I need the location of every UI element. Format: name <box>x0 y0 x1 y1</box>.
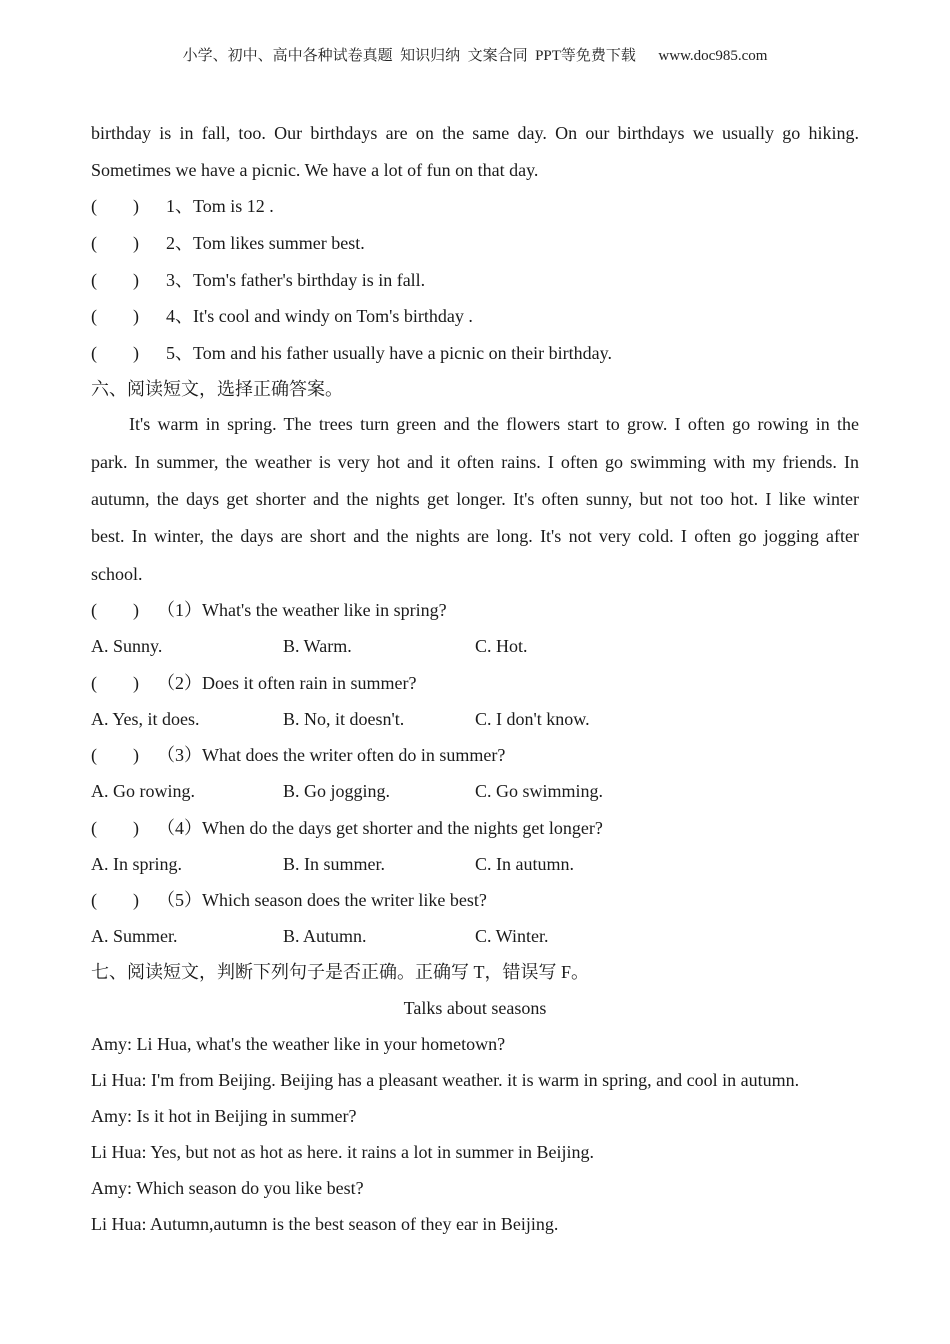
option-b[interactable]: B. Go jogging. <box>283 781 391 801</box>
passage-line: school. <box>91 564 143 584</box>
passage-line: best. In winter, the days are short and the nights are long. It's not very cold. I often go jogging after <box>91 526 859 546</box>
option-c[interactable]: C. Go swimming. <box>475 781 604 801</box>
dialogue-line: Li Hua: I'm from Beijing. Beijing has a pleasant weather. it is warm in spring, and cool in autumn. <box>91 1070 800 1090</box>
tf-item-4: ( ) 4、It's cool and windy on Tom's birthday . <box>91 306 473 326</box>
answer-blank[interactable]: ( ) <box>91 745 139 765</box>
option-a[interactable]: A. In spring. <box>91 854 182 874</box>
answer-blank[interactable]: ( ) <box>91 343 139 363</box>
passage-line: It's warm in spring. The trees turn green and the flowers start to grow. I often go rowing in the <box>129 414 859 434</box>
dialogue-title: Talks about seasons <box>403 998 547 1018</box>
question-3: ( ) （3）What does the writer often do in summer? <box>91 745 506 765</box>
section-6-heading: 六、阅读短文，选择正确答案。 <box>91 379 343 399</box>
question-5: ( ) （5）Which season does the writer like best? <box>91 890 487 910</box>
option-c[interactable]: C. In autumn. <box>475 854 574 874</box>
option-a[interactable]: A. Yes, it does. <box>91 709 200 729</box>
tf-item-2: ( ) 2、Tom likes summer best. <box>91 233 365 253</box>
option-b[interactable]: B. Warm. <box>283 636 352 656</box>
answer-blank[interactable]: ( ) <box>91 306 139 326</box>
answer-blank[interactable]: ( ) <box>91 673 139 693</box>
passage-line: park. In summer, the weather is very hot and it often rains. I often go swimming with my friends. In <box>91 452 859 472</box>
answer-blank[interactable]: ( ) <box>91 600 139 620</box>
answer-blank[interactable]: ( ) <box>91 196 139 216</box>
option-b[interactable]: B. In summer. <box>283 854 385 874</box>
option-a[interactable]: A. Summer. <box>91 926 178 946</box>
option-a[interactable]: A. Go rowing. <box>91 781 195 801</box>
option-b[interactable]: B. No, it doesn't. <box>283 709 405 729</box>
answer-blank[interactable]: ( ) <box>91 818 139 838</box>
tf-item-5: ( ) 5、Tom and his father usually have a picnic on their birthday. <box>91 343 612 363</box>
dialogue-line: Li Hua: Autumn,autumn is the best season of they ear in Beijing. <box>91 1214 559 1234</box>
question-4: ( ) （4）When do the days get shorter and the nights get longer? <box>91 818 603 838</box>
option-c[interactable]: C. I don't know. <box>475 709 590 729</box>
dialogue-line: Amy: Li Hua, what's the weather like in your hometown? <box>91 1034 506 1054</box>
option-c[interactable]: C. Hot. <box>475 636 528 656</box>
page-header: 小学、初中、高中各种试卷真题 知识归纳 文案合同 PPT等免费下载 www.doc985.com <box>182 48 768 64</box>
tf-item-3: ( ) 3、Tom's father's birthday is in fall. <box>91 270 426 290</box>
option-a[interactable]: A. Sunny. <box>91 636 163 656</box>
option-c[interactable]: C. Winter. <box>475 926 549 946</box>
answer-blank[interactable]: ( ) <box>91 270 139 290</box>
dialogue-line: Li Hua: Yes, but not as hot as here. it rains a lot in summer in Beijing. <box>91 1142 594 1162</box>
passage-line: birthday is in fall, too. Our birthdays are on the same day. On our birthdays we usually go hiking. <box>91 123 859 143</box>
passage-line: Sometimes we have a picnic. We have a lot of fun on that day. <box>91 160 539 180</box>
question-1: ( ) （1）What's the weather like in spring? <box>91 600 447 620</box>
section-7-heading: 七、阅读短文，判断下列句子是否正确。正确写 T，错误写 F。 <box>91 962 590 982</box>
answer-blank[interactable]: ( ) <box>91 233 139 253</box>
answer-blank[interactable]: ( ) <box>91 890 139 910</box>
option-b[interactable]: B. Autumn. <box>283 926 367 946</box>
question-2: ( ) （2）Does it often rain in summer? <box>91 673 417 693</box>
tf-item-1: ( ) 1、Tom is 12 . <box>91 196 274 216</box>
dialogue-line: Amy: Is it hot in Beijing in summer? <box>91 1106 357 1126</box>
passage-line: autumn, the days get shorter and the nights get longer. It's often sunny, but not too hot. I like winter <box>91 489 859 509</box>
dialogue-line: Amy: Which season do you like best? <box>91 1178 364 1198</box>
